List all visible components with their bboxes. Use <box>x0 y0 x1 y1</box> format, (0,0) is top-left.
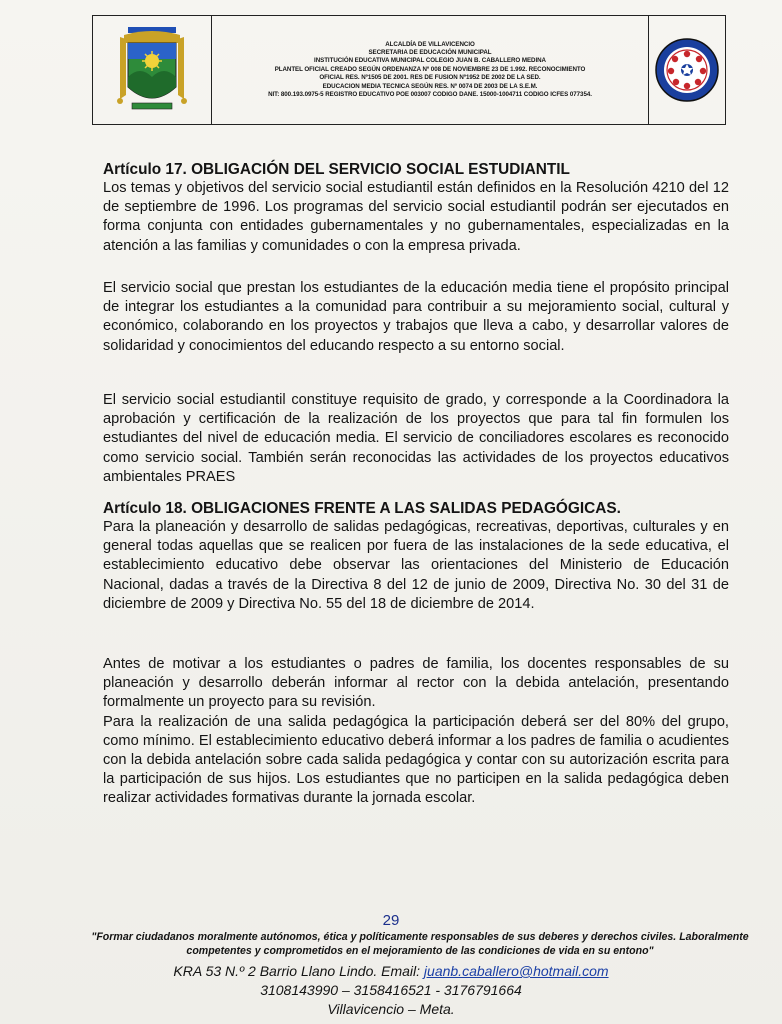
address-line <box>0 962 782 981</box>
article-17-block-3 <box>103 391 729 487</box>
email-link[interactable]: juanb.caballero@hotmail.com <box>423 963 609 979</box>
contact-block <box>0 962 782 1019</box>
article-17-paragraph-3: El servicio social estudiantil constituye requisito de grado, y corresponde a la Coordinadora la aprobación y certificación de la realización de los proyectos que para tal fin formulen los estudiantes del nivel de educación media. El servicio de conciliadores escolares es reconocido como servicio social. También serán reconocidas las actividades de los proyectos educativos ambientales PRAES <box>103 392 729 485</box>
letterhead-line: OFICIAL RES. Nº1505 DE 2001. RES DE FUSION Nº1952 DE 2002 DE LA SED. <box>319 74 541 82</box>
article-18 <box>103 499 729 614</box>
letterhead-line: INSTITUCIÓN EDUCATIVA MUNICIPAL COLEGIO JUAN B. CABALLERO MEDINA <box>314 57 546 65</box>
letterhead-logo-cell <box>93 16 212 124</box>
phone-numbers: 3108143990 – 3158416521 - 3176791664 <box>260 982 522 998</box>
article-17-paragraph-1: Los temas y objetivos del servicio social estudiantil están definidos en la Resolución 4210 del 12 de septiembre de 1996. Los programas del servicio social estudiantil podrán ser ejecutados en forma conjunta con entidades gubernamentales y no gubernamentales, especializadas en la atención a las familias y comunidades o con la empresa privada. <box>103 180 729 254</box>
address-text: KRA 53 N.º 2 Barrio Llano Lindo. Email: <box>173 963 424 979</box>
letterhead-line: NIT: 800.193.0975-5 REGISTRO EDUCATIVO POE 003007 CODIGO DANE. 15000-1004711 CODIGO ICFES 077354. <box>268 91 592 99</box>
article-17-block-2 <box>103 279 729 356</box>
article-17 <box>103 160 729 256</box>
article-18-paragraph-3: Para la realización de una salida pedagógica la participación deberá ser del 80% del grupo, como mínimo. El establecimiento educativo deberá informar a los padres de familia o acudientes con la debida antelación sobre cada salida pedagógica y contar con su autorización escrita para la participación de sus hijos. Los estudiantes que no participen en la salida pedagógica deben realizar actividades formativas durante la jornada escolar. <box>103 713 729 807</box>
article-18-paragraph-1: Para la planeación y desarrollo de salidas pedagógicas, recreativas, deportivas, culturales y en general todas aquellas que se realicen por fuera de las instalaciones de la sede educativa, el establecimiento educativo debe observar las orientaciones del Ministerio de Educación Nacional, dadas a través de la Directiva 8 del 12 de junio de 2009, Directiva No. 30 del 31 de diciembre de 2009 y Directiva No. 55 del 18 de diciembre de 2014. <box>103 519 729 612</box>
letterhead-line: EDUCACION MEDIA TECNICA SEGÚN RES. Nº 0074 DE 2003 DE LA S.E.M. <box>322 82 538 90</box>
article-17-paragraph-2: El servicio social que prestan los estudiantes de la educación media tiene el propósito principal de integrar los estudiantes a la comunidad para contribuir a su mejoramiento social, cultural y económico, colaborando en los proyectos y trabajos que lleva a cabo, y desarrollar valores de solidaridad y conocimientos del educando respecto a su entorno social. <box>103 280 729 354</box>
article-18-title: Artículo 18. OBLIGACIONES FRENTE A LAS SALIDAS PEDAGÓGICAS. <box>103 500 621 517</box>
letterhead-seal-cell <box>649 16 725 124</box>
institution-motto <box>60 930 780 958</box>
school-seal-icon <box>654 37 720 103</box>
page-number: 29 <box>382 912 400 929</box>
article-18-paragraph-2: Antes de motivar a los estudiantes o padres de familia, los docentes responsables de su planeación y desarrollo deberán informar al rector con la debida antelación, presentando formalmente un proyecto para su revisión. <box>103 656 729 711</box>
article-18-block-2 <box>103 655 729 809</box>
letterhead-line: PLANTEL OFICIAL CREADO SEGÚN ORDENANZA Nº 008 DE NOVIEMBRE 23 DE 1.992. RECONOCIMIENTO <box>274 65 586 73</box>
letterhead-line: SECRETARIA DE EDUCACIÓN MUNICIPAL <box>368 48 492 56</box>
letterhead-text <box>212 16 649 124</box>
municipal-shield-icon <box>106 25 198 115</box>
city-line: Villavicencio – Meta. <box>327 1001 455 1017</box>
article-17-title: Artículo 17. OBLIGACIÓN DEL SERVICIO SOCIAL ESTUDIANTIL <box>103 161 570 178</box>
motto-line-1: "Formar ciudadanos moralmente autónomos, ética y políticamente responsables de sus deberes y derechos civiles. Laboralmente <box>91 931 749 943</box>
motto-line-2: competentes y comprometidos en el mejoramiento de las condiciones de vida en su entono" <box>186 945 654 957</box>
letterhead-line: ALCALDÍA DE VILLAVICENCIO <box>385 40 475 48</box>
letterhead <box>92 15 726 125</box>
